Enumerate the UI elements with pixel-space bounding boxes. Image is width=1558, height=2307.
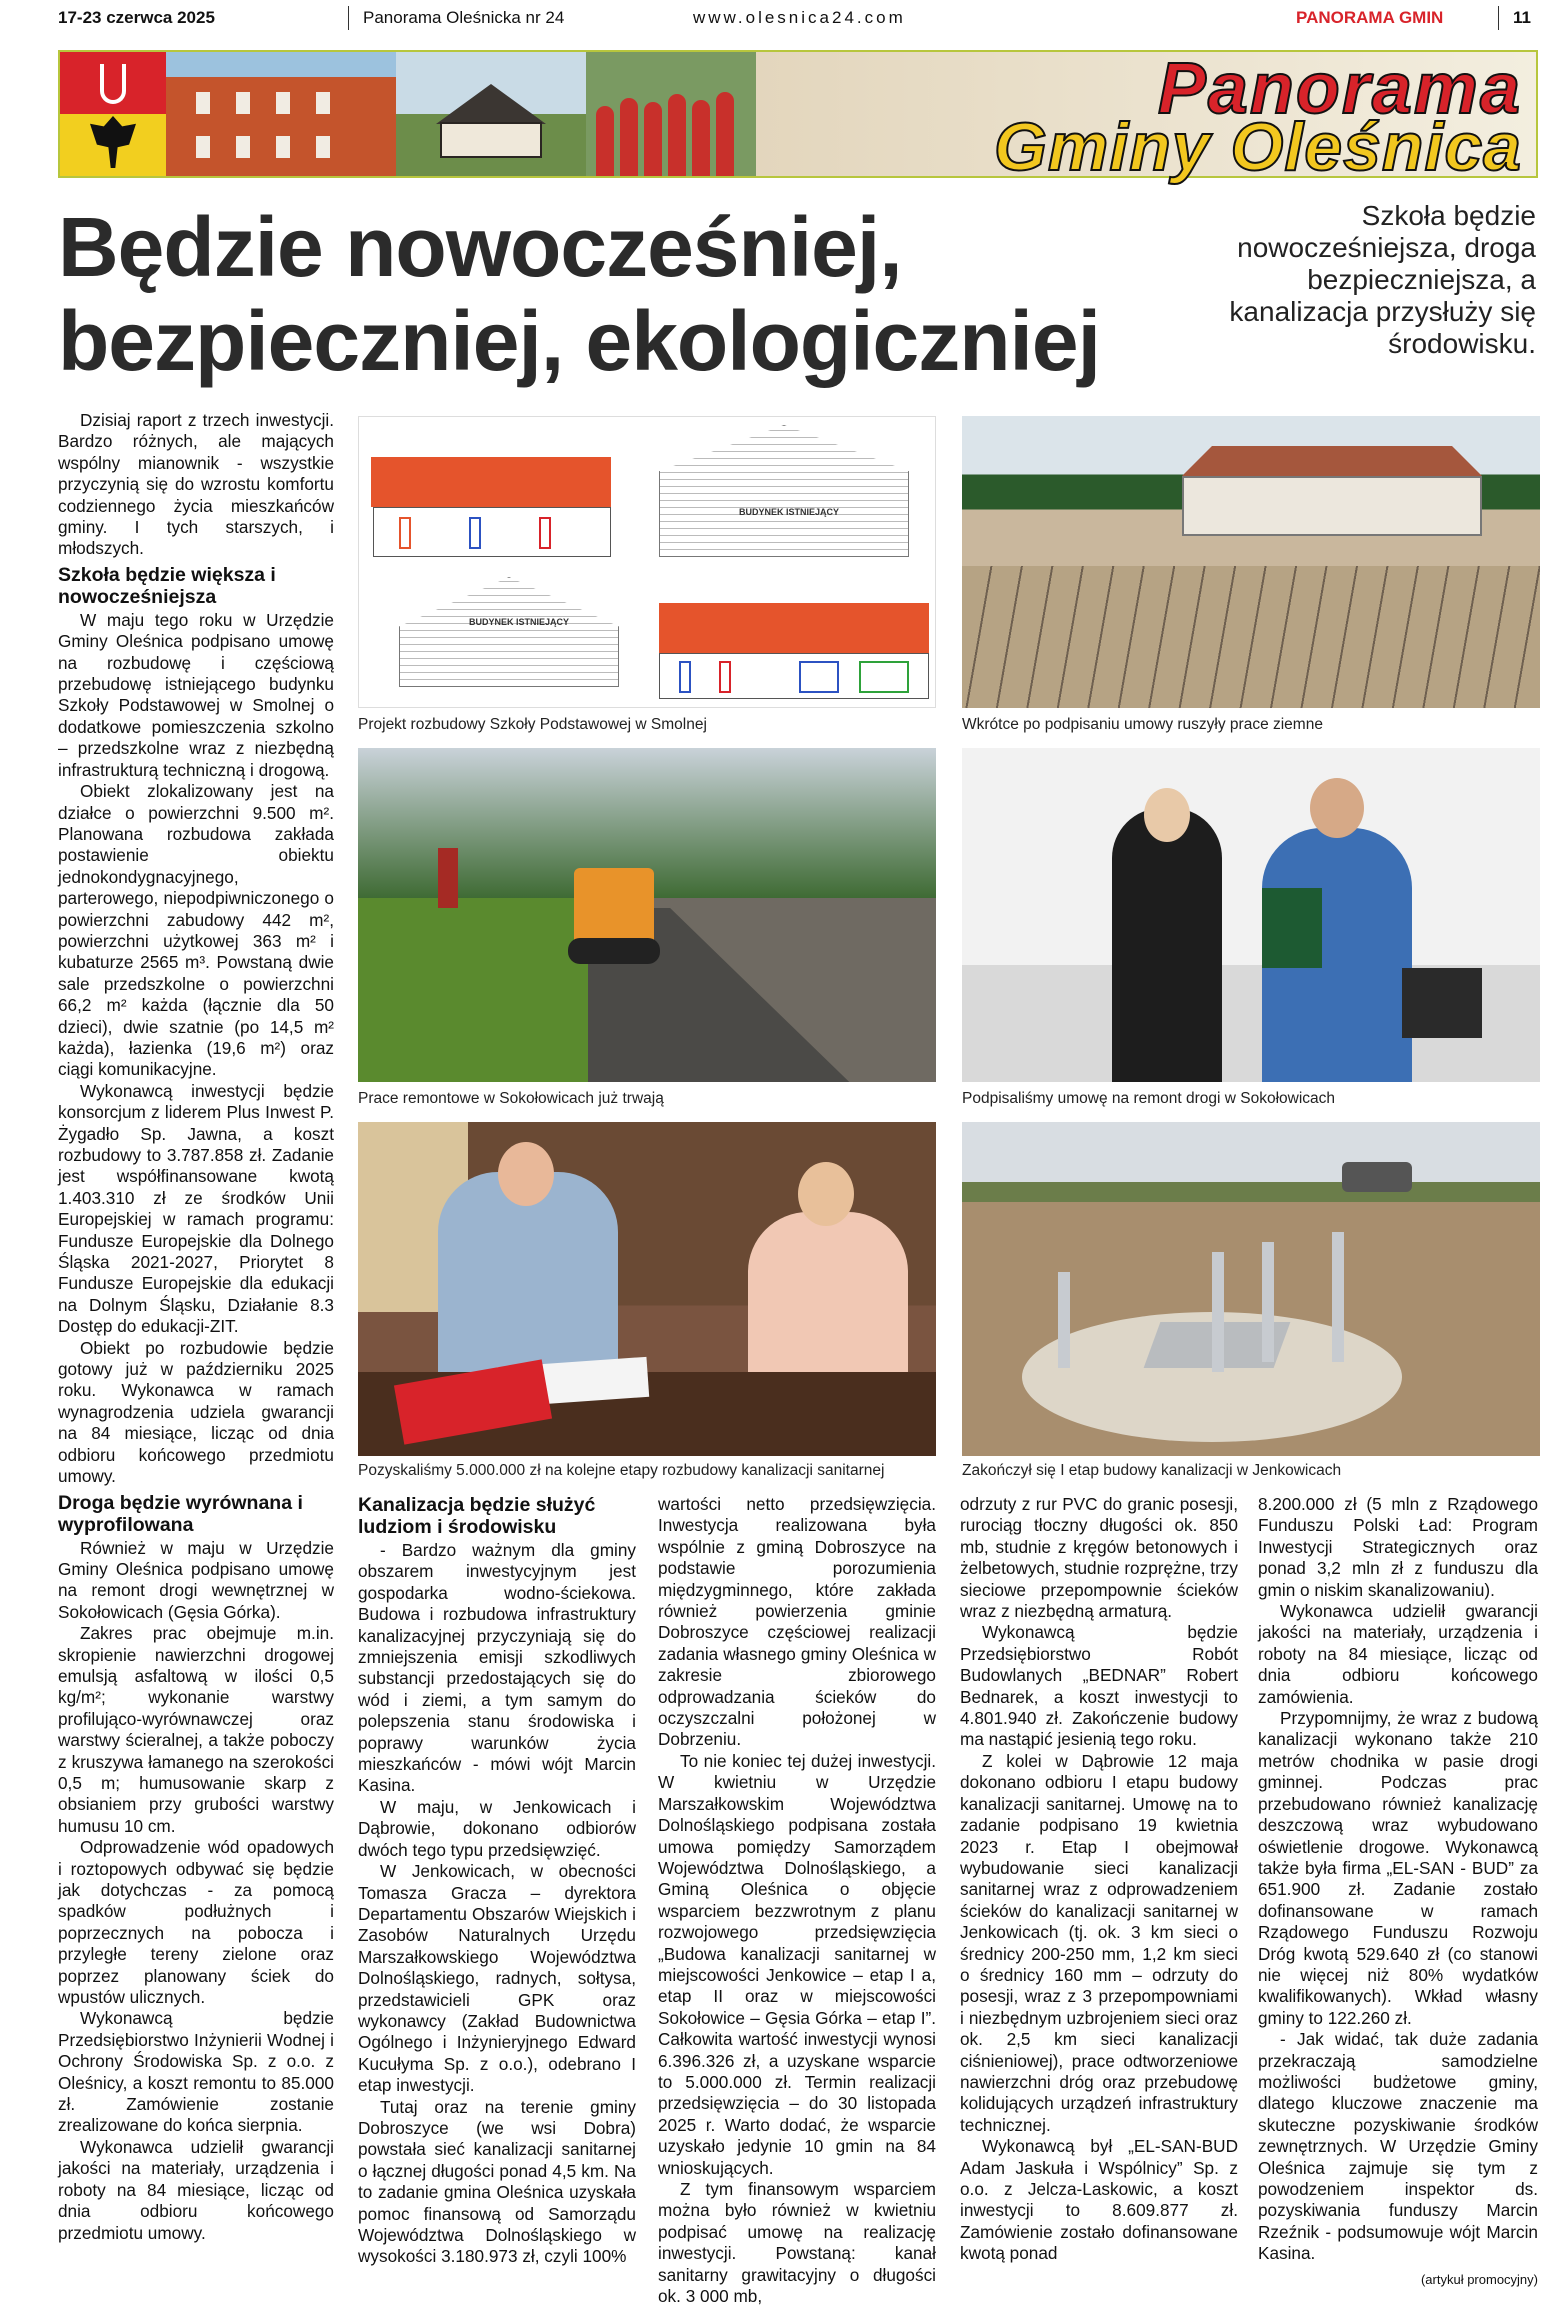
paragraph: W Jenkowicach, w obecności Tomasza Gracza – dyrektora Departamentu Obszarów Wiejskich i Zasobów Naturalnych Urzędu Marszałkowskiego Województwa Dolnośląskiego, radnych, sołtysa, przedstawicieli GPK oraz wykonawcy (Zakład Budownictwa Ogólnego i Inżynieryjnego Edward Kucułyma Sp. z o.o.), odebrano I etap inwestycji.: [358, 1861, 636, 2096]
paragraph: - Bardzo ważnym dla gminy obszarem inwestycyjnym jest gospodarka wodno-ściekowa. Budowa i rozbudowa infrastruktury kanalizacyjnej przyczyniają się do zmniejszenia emisji szkodliwych substancji przedostających się do wód i ziemi, a tym samym do polepszenia stanu środowiska i poprawy warunków życia mieszkańców - mówi wójt Marcin Kasina.: [358, 1540, 636, 1796]
paragraph: Wykonawcą będzie Przedsiębiorstwo Robót Budowlanych „BEDNAR” Robert Bednarek, a koszt inwestycji to 4.801.940 zł. Zakończenie budowy ma nastąpić jesienią tego roku.: [960, 1622, 1238, 1750]
photo-caption: Podpisaliśmy umowę na remont drogi w Sokołowicach: [962, 1090, 1336, 1107]
issue-number: Panorama Oleśnicka nr 24: [363, 8, 565, 27]
paragraph: Z kolei w Dąbrowie 12 maja dokonano odbioru I etapu budowy kanalizacji sanitarnej. Umowę na to zadanie podpisano 19 kwietnia 2023 r. Etap I obejmował wybudowanie sieci kanalizacji sanitarnej wraz z odprowadzeniem ścieków do kanalizacji sanitarnej w Jenkowicach (tj. ok. 3 km sieci o średnicy 200-250 mm, 1,2 km sieci o średnicy 160 mm – odrzuty do posesji, wraz z 3 przepompowniami i niezbędnym uzbrojeniem sieci oraz ok. 2,5 km sieci kanalizacji ciśnieniowej), prace odtworzeniowe nawierzchni dróg oraz przebudowę kolidujących urządzeń infrastruktury technicznej.: [960, 1750, 1238, 2135]
article-column-2: [358, 1490, 636, 2268]
agreement-photo: [962, 748, 1540, 1082]
signing-photo: [358, 1122, 936, 1456]
section-name: PANORAMA GMIN: [1296, 8, 1444, 27]
section-heading: Szkoła będzie większa i nowocześniejsza: [58, 563, 276, 608]
paragraph: Obiekt po rozbudowie będzie gotowy już w październiku 2025 roku. Wykonawca w ramach wynagrodzenia udziela gwarancji na 84 miesiące, licząc od dnia odbioru końcowego przedmiotu umowy.: [58, 1337, 334, 1487]
banner-photo-choir: [586, 52, 756, 176]
article-column-1: [58, 410, 334, 2244]
headline-line: Będzie nowocześniej,: [58, 200, 902, 294]
paragraph: Dzisiaj raport z trzech inwestycji. Bardzo różnych, ale mających wspólny mianownik - wszystkie przyczynią się do wzrostu komfortu codziennego życia mieszkańców gminy. I tych starszych, i młodszych.: [58, 410, 334, 559]
header-divider: [1498, 6, 1499, 30]
section-banner: [58, 49, 1538, 185]
paragraph: W maju tego roku w Urzędzie Gminy Oleśnica podpisano umowę na rozbudowę i częściową przebudowę istniejącego budynku Szkoły Podstawowej w Smolnej o dodatkowe pomieszczenia szkolno – przedszkolne wraz z niezbędną infrastrukturą techniczną i drogową.: [58, 609, 334, 780]
paragraph: Obiekt zlokalizowany jest na działce o powierzchni 9.500 m². Planowana rozbudowa zakłada postawienie obiektu jednokondygnacyjnego, parterowego, niepodpiwniczonego o powierzchni zabudowy 442 m², powierzchni użytkowej 363 m² i kubaturze 2565 m³. Powstaną dwie sale przedszkolne o powierzchni 66,2 m² każda (łącznie dla 50 dzieci), dwie szatnie (po 14,5 m² każda), łazienka (19,6 m²) oraz ciągi komunikacyjne.: [58, 781, 334, 1080]
promo-note: (artykuł promocyjny): [1420, 2271, 1538, 2287]
school-drawing: [358, 416, 936, 708]
banner-title: Panorama: [1157, 49, 1522, 129]
sewage-tank-photo: [962, 1122, 1540, 1456]
paragraph: Wykonawca udzielił gwarancji jakości na materiały, urządzenia i roboty na 84 miesiące, licząc od dnia odbioru końcowego zamówienia.: [1258, 1601, 1538, 1707]
article-column-4: [960, 1494, 1238, 2265]
paragraph: Wykonawcą inwestycji będzie konsorcjum z liderem Plus Inwest P. Żygadło Sp. Jawna, a koszt rozbudowy to 3.787.858 zł. Zadanie jest współfinansowane kwotą 1.403.310 zł ze środków Unii Europejskiej w ramach programu: Fundusze Europejskie dla Dolnego Śląska 2021-2027, Priorytet 8 Fundusze Europejskie dla edukacji na Dolnym Śląsku, Działanie 8.3 Dostęp do edukacji-ZIT.: [58, 1080, 334, 1337]
headline-line: bezpieczniej, ekologiczniej: [58, 294, 1100, 388]
coat-of-arms-icon: [60, 52, 166, 176]
photo-caption: Wkrótce po podpisaniu umowy ruszyły prace ziemne: [962, 716, 1323, 733]
paragraph: Z tym finansowym wsparciem można było również w kwietniu podpisać umowę na realizację inwestycji. Powstaną: kanał sanitarny grawitacyjny o długości ok. 3 000 mb,: [658, 2179, 936, 2307]
banner-photo-building: [166, 52, 396, 176]
article-headline: [58, 200, 1238, 388]
paragraph: Przypomnijmy, że wraz z budową kanalizacji wykonano także 210 metrów chodnika w pasie drogi gminnej. Podczas prac przebudowano również kanalizację deszczową wraz wybudowano oświetlenie drogowe. Wykonawcą także była firma „EL-SAN - BUD” za 651.900 zł. Zadanie zostało dofinansowane w ramach Rządowego Funduszu Rozwoju Dróg kwotą 529.640 zł (co stanowi nie więcej niż 80% wydatków kwalifikowanych). Wkład własny gminy to 122.260 zł.: [1258, 1708, 1538, 2028]
header-divider: [348, 6, 349, 30]
website-link[interactable]: www.olesnica24.com: [693, 8, 906, 27]
paragraph: Odprowadzenie wód opadowych i roztopowych odbywać się będzie jak dotychczas - za pomocą spadków podłużnych i poprzecznych na pobocza i przyległe tereny zielone oraz poprzez planowany ściek do wpustów ulicznych.: [58, 1837, 334, 2008]
banner-photo-church: [396, 52, 586, 176]
photo-caption: Prace remontowe w Sokołowicach już trwają: [358, 1090, 664, 1107]
issue-date: 17-23 czerwca 2025: [58, 8, 215, 27]
paragraph: To nie koniec tej dużej inwestycji. W kwietniu w Urzędzie Marszałkowskim Województwa Dolnośląskiego podpisana została umowa pomiędzy Samorządem Województwa Dolnośląskiego, a Gminą Oleśnica o objęcie wsparciem bezzwrotnym z planu rozwojowego przedsięwzięcia „Budowa kanalizacji sanitarnej w miejscowości Jenkowice – etap I a, etap II oraz w miejscowości Sokołowice – Gęsia Górka – etap I”. Całkowita wartość inwestycji wynosi 6.396.326 zł, a uzyskane wsparcie to 5.000.000 zł. Termin realizacji przedsięwzięcia – do 30 listopada 2025 r. Warto dodać, że wsparcie uzyskało jedynie 10 gmin na 84 wnioskujących.: [658, 1750, 936, 2178]
paragraph: odrzuty z rur PVC do granic posesji, rurociąg tłoczny długości ok. 850 mb, studnie z kręgów betonowych i żelbetowych, studnie rozprężne, trzy sieciowe przepompownie ścieków wraz z niezbędną armaturą.: [960, 1494, 1238, 1622]
section-heading: Kanalizacja będzie służyć ludziom i środowisku: [358, 1494, 596, 1538]
paragraph: W maju, w Jenkowicach i Dąbrowie, dokonano odbiorów dwóch tego typu przedsięwzięć.: [358, 1796, 636, 1860]
paragraph: Również w maju w Urzędzie Gminy Oleśnica podpisano umowę na remont drogi wewnętrznej w Sokołowicach (Gęsia Górka).: [58, 1537, 334, 1622]
paragraph: Wykonawcą będzie Przedsiębiorstwo Inżynierii Wodnej i Ochrony Środowiska Sp. z o.o. z Oleśnicy, a koszt remontu to 85.000 zł. Zamówienie zostanie zrealizowane do końca sierpnia.: [58, 2008, 334, 2136]
photo-caption: Projekt rozbudowy Szkoły Podstawowej w Smolnej: [358, 716, 707, 733]
photo-caption: Zakończył się I etap budowy kanalizacji w Jenkowicach: [962, 1462, 1342, 1479]
drawing-label: BUDYNEK ISTNIEJĄCY: [739, 507, 840, 517]
construction-site-photo: [962, 416, 1540, 708]
paragraph: Wykonawcą był „EL-SAN-BUD Adam Jaskuła i Wspólnicy” Sp. z o.o. z Jelcza-Laskowic, a koszt inwestycji to 8.609.877 zł. Zamówienie zostało dofinansowane kwotą ponad: [960, 2136, 1238, 2264]
article-column-3: [658, 1494, 936, 2307]
paragraph: Zakres prac obejmuje m.in. skropienie nawierzchni drogowej emulsją asfaltową w ilości 0,5 kg/m²; wykonanie warstwy profilująco-wyrównawczej oraz warstwy ścieralnej, a także poboczy z kruszywa łamanego na szerokości 0,5 m; humusowanie skarp z obsianiem przy grubości warstwy humusu 10 cm.: [58, 1623, 334, 1836]
paragraph: - Jak widać, tak duże zadania przekraczają samodzielne możliwości budżetowe gminy, dlatego kluczowe znaczenie ma skuteczne pozyskiwanie środków zewnętrznych. W Urzędzie Gminy Oleśnica zajmuje się tym z powodzeniem inspektor ds. pozyskiwania funduszy Marcin Rzeźnik - podsumowuje wójt Marcin Kasina.: [1258, 2029, 1538, 2264]
paragraph: Wykonawca udzielił gwarancji jakości na materiały, urządzenia i roboty na 84 miesiące, licząc od dnia odbioru końcowego przedmiotu umowy.: [58, 2136, 334, 2243]
banner-subtitle: Gminy Oleśnica: [994, 109, 1522, 185]
section-heading: Droga będzie wyrównana i wyprofilowana: [58, 1491, 303, 1536]
paragraph: Tutaj oraz na terenie gminy Dobroszyce (we wsi Dobra) powstała sieć kanalizacji sanitarnej o łącznej długości ponad 4,5 km. Na to zadanie gmina Oleśnica uzyskała pomoc finansową od Samorządu Województwa Dolnośląskiego w wysokości 3.180.973 zł, czyli 100%: [358, 2096, 636, 2267]
page-header: [58, 6, 1538, 32]
photo-caption: Pozyskaliśmy 5.000.000 zł na kolejne etapy rozbudowy kanalizacji sanitarnej: [358, 1462, 885, 1479]
road-works-photo: [358, 748, 936, 1082]
paragraph: 8.200.000 zł (5 mln z Rządowego Funduszu Polski Ład: Program Inwestycji Strategicznych oraz ponad 3,2 mln zł z funduszu dla gmin o niskim skanalizowaniu).: [1258, 1494, 1538, 1600]
article-subhead: Szkoła będzie nowocześniejsza, droga bezpieczniejsza, a kanalizacja przysłuży się środowisku.: [1229, 200, 1536, 359]
page-number: 11: [1513, 8, 1531, 27]
drawing-label: BUDYNEK ISTNIEJĄCY: [469, 617, 570, 627]
paragraph: wartości netto przedsięwzięcia. Inwestycja realizowana była wspólnie z gminą Dobroszyce na podstawie porozumienia międzygminnego, które zakłada również powierzenia gminie Dobroszyce częściowej realizacji zadania własnego gminy Oleśnica w zakresie zbiorowego odprowadzania ścieków do oczyszczalni położonej w Dobrzeniu.: [658, 1494, 936, 1750]
article-column-5: [1258, 1494, 1538, 2290]
